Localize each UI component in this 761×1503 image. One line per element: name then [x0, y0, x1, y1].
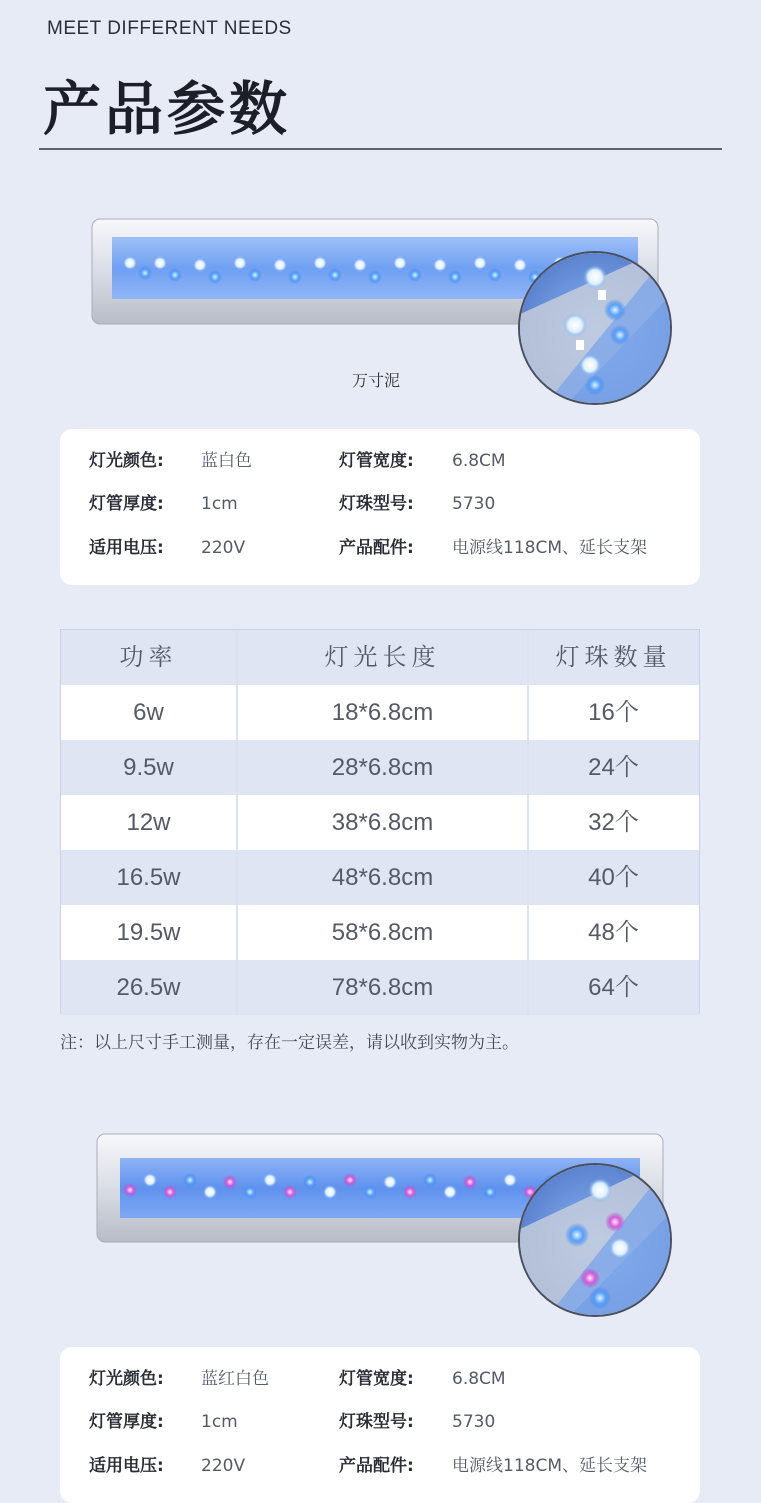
table-cell-power: 19.5w: [116, 919, 181, 946]
spec-label-width: 灯管宽度:: [339, 451, 414, 471]
table-cell-length: 18*6.8cm: [236, 685, 527, 740]
spec-row: [60, 1364, 700, 1394]
table-row: [61, 795, 699, 850]
table-row: [61, 740, 699, 795]
spec-value-voltage: 220V: [201, 1456, 246, 1476]
table-row: [61, 960, 699, 1015]
table-cell-led-count: 16个: [527, 685, 698, 740]
page-title: 产品参数: [43, 75, 292, 143]
spec-value-width: 6.8CM: [452, 451, 506, 471]
table-row: [61, 850, 699, 905]
lamp-2-svg: [95, 1130, 685, 1325]
table-cell-led-count: 64个: [527, 960, 698, 1015]
measurement-note: 注：以上尺寸手工测量，存在一定误差，请以收到实物为主。: [60, 1033, 519, 1053]
spec-label-color: 灯光颜色:: [89, 1369, 164, 1389]
table-cell-length: 48*6.8cm: [236, 850, 527, 905]
table-cell-power: 6w: [133, 699, 164, 726]
spec-value-accessories: 电源线118CM、延长支架: [452, 1456, 647, 1476]
table-cell-power: 26.5w: [116, 974, 181, 1001]
table-row: [61, 685, 699, 740]
spec-value-voltage: 220V: [201, 538, 246, 558]
table-cell-led-count: 40个: [527, 850, 698, 905]
table-header-led-count: 灯珠数量: [527, 630, 698, 685]
table-header-row: [61, 630, 699, 685]
spec-value-width: 6.8CM: [452, 1369, 506, 1389]
spec-value-led-model: 5730: [452, 494, 496, 514]
spec-label-voltage: 适用电压:: [89, 1456, 164, 1476]
table-cell-power: 12w: [126, 809, 171, 836]
table-cell-led-count: 24个: [527, 740, 698, 795]
spec-label-thickness: 灯管厚度:: [89, 494, 164, 514]
table-header-power: 功率: [119, 643, 178, 671]
spec-row: [60, 489, 700, 519]
spec-label-led-model: 灯珠型号:: [339, 1412, 414, 1432]
table-row: [61, 905, 699, 960]
table-cell-length: 58*6.8cm: [236, 905, 527, 960]
spec-card-blue-red-white: [60, 1347, 700, 1503]
spec-label-accessories: 产品配件:: [339, 538, 414, 558]
spec-label-voltage: 适用电压:: [89, 538, 164, 558]
table-cell-power: 9.5w: [123, 754, 174, 781]
spec-card-blue-white: [60, 429, 700, 585]
table-cell-led-count: 32个: [527, 795, 698, 850]
table-cell-power: 16.5w: [116, 864, 181, 891]
table-cell-length: 78*6.8cm: [236, 960, 527, 1015]
spec-value-accessories: 电源线118CM、延长支架: [452, 538, 647, 558]
spec-value-thickness: 1cm: [201, 1412, 238, 1432]
spec-value-color: 蓝白色: [201, 451, 252, 471]
spec-row: [60, 533, 700, 563]
spec-label-thickness: 灯管厚度:: [89, 1412, 164, 1432]
spec-row: [60, 446, 700, 476]
spec-row: [60, 1451, 700, 1481]
spec-value-thickness: 1cm: [201, 494, 238, 514]
spec-label-color: 灯光颜色:: [89, 451, 164, 471]
led-lamp-blue-red-white-image: [95, 1130, 685, 1325]
spec-label-accessories: 产品配件:: [339, 1456, 414, 1476]
spec-label-width: 灯管宽度:: [339, 1369, 414, 1389]
lamp-1-caption: 万寸泥: [352, 371, 401, 390]
spec-row: [60, 1407, 700, 1437]
spec-label-led-model: 灯珠型号:: [339, 494, 414, 514]
section-subtitle: MEET DIFFERENT NEEDS: [47, 18, 292, 39]
spec-value-led-model: 5730: [452, 1412, 496, 1432]
size-table: [60, 629, 700, 1014]
table-cell-length: 28*6.8cm: [236, 740, 527, 795]
title-divider: [39, 148, 722, 150]
table-cell-length: 38*6.8cm: [236, 795, 527, 850]
spec-value-color: 蓝红白色: [201, 1369, 269, 1389]
table-header-length: 灯光长度: [236, 630, 527, 685]
table-cell-led-count: 48个: [527, 905, 698, 960]
